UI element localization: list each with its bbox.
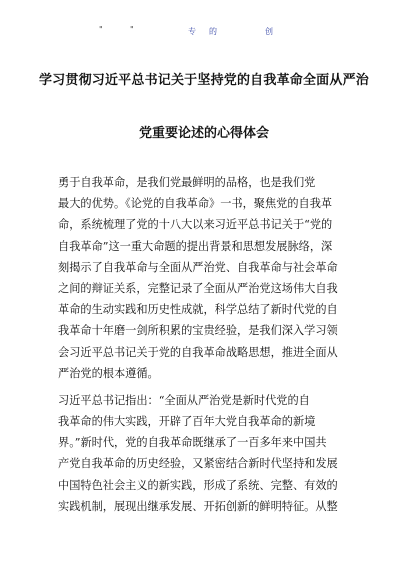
- header-text: 的: [209, 27, 217, 36]
- text-line: 革命的生动实践和历史性成就，科学总结了新时代党的自: [58, 303, 338, 317]
- text-line: 我革命十年磨一剑所积累的宝贵经验，是我们深入学习领: [58, 324, 338, 338]
- text-line: 之间的辩证关系，完整记录了全面从严治党这场伟大自我: [58, 281, 338, 295]
- text-line: 刻揭示了自我革命与全面从严治党、自我革命与社会革命: [58, 260, 338, 274]
- text-line: 我革命的伟大实践，开辟了百年大党自我革命的新境: [58, 415, 316, 429]
- document-title-line-1: 学习贯彻习近平总书记关于坚持党的自我革命全面从严治: [38, 73, 369, 88]
- paragraph-1: [58, 172, 358, 384]
- text-line: 习近平总书记指出：“全面从严治党是新时代党的自: [58, 393, 310, 407]
- text-line: 会习近平总书记关于党的自我革命战略思想，推进全面从: [58, 345, 338, 359]
- paragraph-2: [58, 390, 358, 517]
- header-mark: ": [99, 25, 103, 34]
- header-text: 专: [188, 27, 196, 36]
- text-line: 勇于自我革命，是我们党最鲜明的品格，也是我们党: [58, 176, 316, 189]
- text-line: 界。”新时代，党的自我革命既继承了一百多年来中国共: [58, 436, 327, 450]
- document-title-line-2: 党重要论述的心得体会: [138, 126, 269, 141]
- text-line: 产党自我革命的历史经验，又紧密结合新时代坚持和发展: [58, 457, 338, 471]
- header-mark: ": [130, 25, 134, 34]
- text-line: 中国特色社会主义的新实践，形成了系统、完整、有效的: [58, 478, 338, 492]
- text-line: 最大的优势。《论党的自我革命》一书，聚焦党的自我革: [58, 197, 333, 211]
- text-line: 实践机制，展现出继承发展、开拓创新的鲜明特征。从整: [58, 499, 338, 513]
- header-text: 创: [265, 27, 273, 36]
- page-header: [0, 22, 408, 38]
- text-line: 命，系统梳理了党的十八大以来习近平总书记关于“党的: [58, 218, 333, 232]
- text-line: 自我革命”这一重大命题的提出背景和思想发展脉络，深: [58, 239, 333, 253]
- document-body: [58, 172, 358, 517]
- text-line: 严治党的根本遵循。: [58, 366, 159, 380]
